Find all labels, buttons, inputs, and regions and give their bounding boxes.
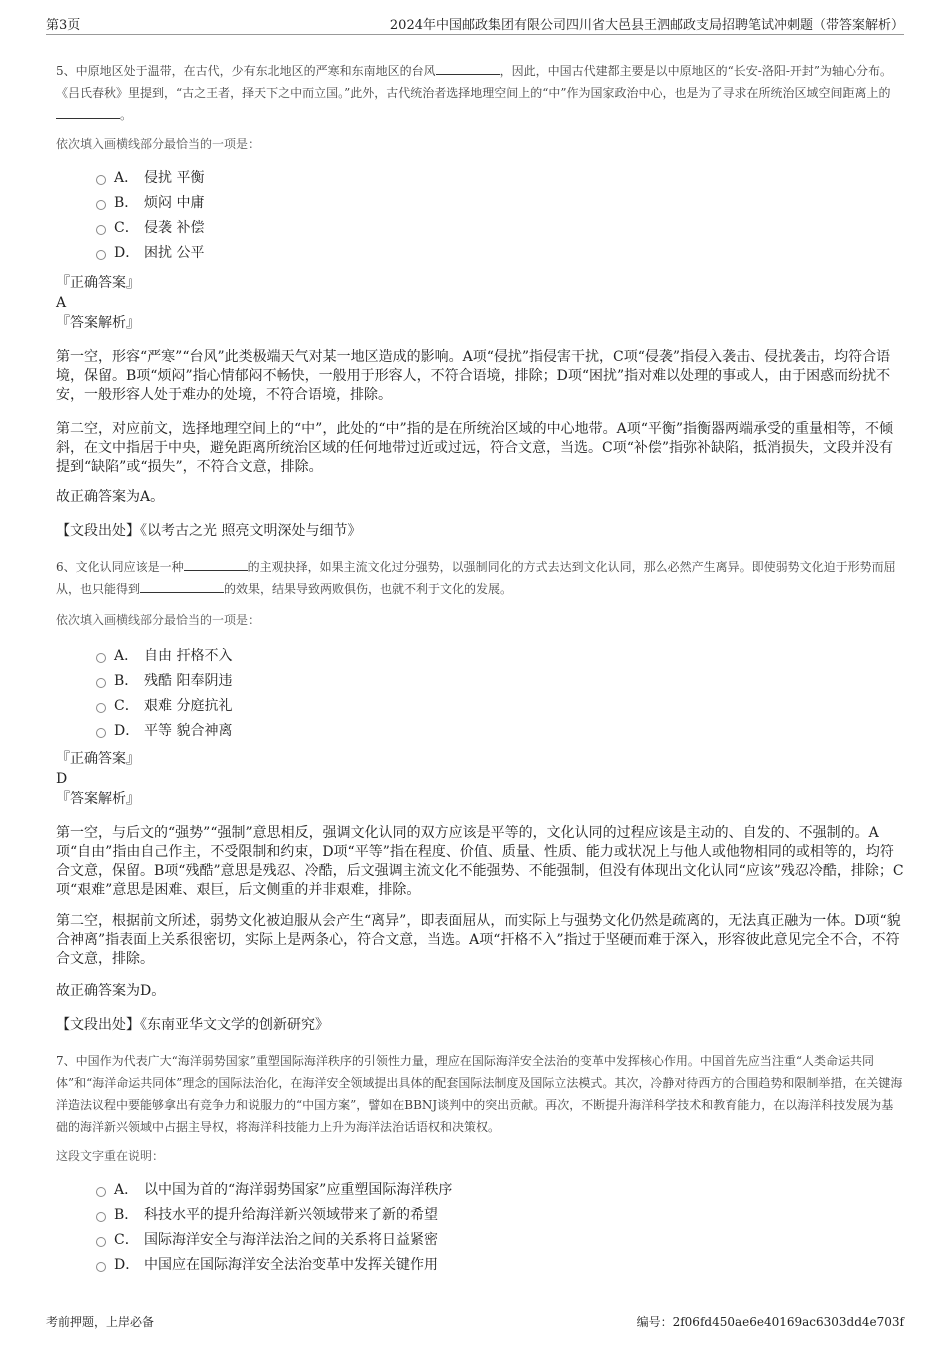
answer-value: D: [56, 771, 68, 787]
question-5-options: [56, 166, 904, 266]
option-c[interactable]: C． 侵袭 补偿: [56, 216, 904, 241]
radio-icon[interactable]: [96, 653, 106, 663]
option-d[interactable]: D． 困扰 公平: [56, 241, 904, 266]
question-6: [56, 556, 904, 600]
question-7-stem: 7、中国作为代表广大“海洋弱势国家”重塑国际海洋秩序的引领性力量，理应在国际海洋安全法治的变革中发挥核心作用。中国首先应当注重“人类命运共同体”和“海洋命运共同体”理念的国际法治化，在海洋安全领域提出具体的配套国际法制度及国际立法模式。其次，冷静对待西方的合围趋势和限制举措，在关键海洋造法议程中要能够拿出有竞争力和说服力的“中国方案”，譬如在BBNJ谈判中的突出贡献。再次，不断提升海洋科学技术和教育能力，在以海洋科技发展为基础的海洋新兴领域中占据主导权，将海洋科技能力上升为海洋法治话语权和决策权。: [56, 1054, 903, 1134]
passage-source: 【文段出处】《东南亚华文文学的创新研究》: [56, 1017, 329, 1033]
question-7-prompt: 这段文字重在说明：: [56, 1149, 165, 1163]
radio-icon[interactable]: [96, 250, 106, 260]
option-d[interactable]: D． 中国应在国际海洋安全法治变革中发挥关键作用: [56, 1253, 904, 1278]
option-a[interactable]: A． 侵扰 平衡: [56, 166, 904, 191]
answer-value: A: [56, 295, 67, 311]
radio-icon[interactable]: [96, 225, 106, 235]
document-title: 2024年中国邮政集团有限公司四川省大邑县王泗邮政支局招聘笔试冲刺题（带答案解析）: [389, 18, 904, 33]
option-a[interactable]: A． 以中国为首的“海洋弱势国家”应重塑国际海洋秩序: [56, 1178, 904, 1203]
question-6-prompt: 依次填入画横线部分最恰当的一项是：: [56, 613, 261, 627]
radio-icon[interactable]: [96, 175, 106, 185]
analysis-paragraph-1: 第一空，形容“严寒”“台风”此类极端天气对某一地区造成的影响。A项“侵扰”指侵害干扰，C项“侵袭”指侵入袭击、侵扰袭击，均符合语境，保留。B项“烦闷”指心情郁闷不畅快，一般用于形容人，不符合语境，排除；D项“困扰”指对难以处理的事或人，由于困惑而纷扰不安，一般形容人处于难办的处境，不符合语境，排除。: [56, 349, 891, 403]
blank-line: [184, 558, 248, 571]
document-code: 编号：2f06fd450ae6e40169ac6303dd4e703f: [636, 1315, 904, 1329]
option-b[interactable]: B． 残酷 阳奉阴违: [56, 669, 904, 694]
analysis-label: 『答案解析』: [56, 315, 140, 331]
blank-line: [56, 106, 120, 119]
question-7-options: [56, 1178, 904, 1278]
option-d[interactable]: D． 平等 貌合神离: [56, 719, 904, 744]
question-5-stem: 5、中原地区处于温带，在古代，少有东北地区的严寒和东南地区的台风 ，因此，中国古代建都主要是以中原地区的“长安-洛阳-开封”为轴心分布。《吕氏春秋》里提到，“古之王者，择天下之中而立国。”此外，古代统治者选择地理空间上的“中”作为国家政治中心，也是为了寻求在所统治区域空间距离上的。: [56, 64, 893, 122]
option-c[interactable]: C． 艰难 分庭抗礼: [56, 694, 904, 719]
analysis-paragraph-2: 第二空，根据前文所述，弱势文化被迫服从会产生“离异”，即表面屈从，而实际上与强势文化仍然是疏离的，无法真正融为一体。D项“貌合神离”指表面上关系很密切，实际上是两条心，符合文意，当选。A项“扞格不入”指过于坚硬而难于深入，形容彼此意见完全不合，不符合文意，排除。: [56, 913, 901, 967]
radio-icon[interactable]: [96, 1187, 106, 1197]
page-header: [46, 14, 904, 35]
option-b[interactable]: B． 烦闷 中庸: [56, 191, 904, 216]
analysis-paragraph-1: 第一空，与后文的“强势”“强制”意思相反，强调文化认同的双方应该是平等的，文化认同的过程应该是主动的、自发的、不强制的。A项“自由”指由自己作主，不受限制和约束，D项“平等”指在程度、价值、质量、性质、能力或状况上与他人或他物相同的或相等的，均符合文意，保留。B项“残酷”意思是残忍、冷酷，后文强调主流文化不能强势、不能强制，但没有体现出文化认同“应该”残忍冷酷，排除；C项“艰难”意思是困难、艰巨，后文侧重的并非艰难，排除。: [56, 825, 904, 898]
radio-icon[interactable]: [96, 1262, 106, 1272]
question-6-stem: 6、文化认同应该是一种 的主观抉择，如果主流文化过分强势，以强制同化的方式去达到文化认同，那么必然产生离异。即使弱势文化迫于形势而屈从，也只能得到 的效果，结果导致两败俱伤，也就不利于文化的发展。: [56, 560, 896, 596]
radio-icon[interactable]: [96, 703, 106, 713]
answer-label: 『正确答案』: [56, 751, 140, 767]
analysis-conclusion: 故正确答案为A。: [56, 489, 165, 505]
radio-icon[interactable]: [96, 200, 106, 210]
option-a[interactable]: A． 自由 扞格不入: [56, 644, 904, 669]
footer-slogan: 考前押题，上岸必备: [46, 1315, 155, 1329]
page-number: 第3页: [46, 18, 81, 33]
question-5-prompt: 依次填入画横线部分最恰当的一项是：: [56, 137, 261, 151]
option-c[interactable]: C． 国际海洋安全与海洋法治之间的关系将日益紧密: [56, 1228, 904, 1253]
page-footer: [46, 1313, 904, 1333]
radio-icon[interactable]: [96, 1212, 106, 1222]
question-6-options: [56, 644, 904, 744]
radio-icon[interactable]: [96, 678, 106, 688]
answer-label: 『正确答案』: [56, 275, 140, 291]
blank-line: [436, 62, 500, 75]
question-5: [56, 60, 904, 126]
radio-icon[interactable]: [96, 1237, 106, 1247]
blank-line: [140, 580, 224, 593]
passage-source: 【文段出处】《以考古之光 照亮文明深处与细节》: [56, 523, 362, 539]
analysis-label: 『答案解析』: [56, 791, 140, 807]
analysis-paragraph-2: 第二空，对应前文，选择地理空间上的“中”，此处的“中”指的是在所统治区域的中心地带。A项“平衡”指衡器两端承受的重量相等，不倾斜，在文中指居于中央，避免距离所统治区域的任何地带过近或过远，符合文意，当选。C项“补偿”指弥补缺陷，抵消损失，文段并没有提到“缺陷”或“损失”，不符合文意，排除。: [56, 421, 894, 475]
option-b[interactable]: B． 科技水平的提升给海洋新兴领域带来了新的希望: [56, 1203, 904, 1228]
analysis-conclusion: 故正确答案为D。: [56, 983, 166, 999]
radio-icon[interactable]: [96, 728, 106, 738]
